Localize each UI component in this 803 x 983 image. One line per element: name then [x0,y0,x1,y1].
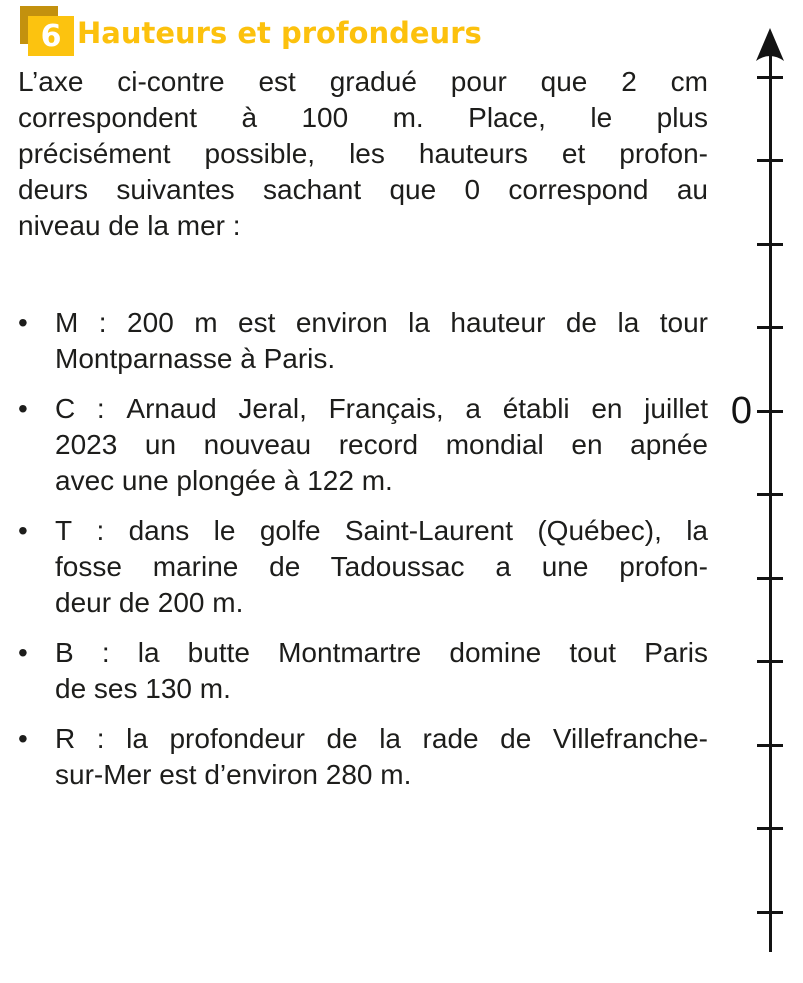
bullet-icon: • [18,723,28,754]
text-line: de ses 130 m. [55,673,231,704]
text-line: deurs suivantes sachant que 0 correspond au [18,174,708,205]
text-line: T : dans le golfe Saint-Laurent (Québec), la [55,515,708,546]
exercise-number: 6 [40,18,62,54]
bullet-icon: • [18,637,28,668]
axis-tick [757,410,783,413]
text-line: M : 200 m est environ la hauteur de la tour [55,307,708,338]
text-line: B : la butte Montmartre domine tout Paris [55,637,708,668]
bullet-icon: • [18,393,28,424]
text-line: deur de 200 m. [55,587,244,618]
text-line: fosse marine de Tadoussac a une profon- [55,551,708,582]
axis-tick [757,911,783,914]
text-line: R : la profondeur de la rade de Villefranche- [55,723,708,754]
axis-zero-label: 0 [730,390,752,432]
axis-tick [757,159,783,162]
axis-tick [757,493,783,496]
text-line: sur-Mer est d’environ 280 m. [55,759,412,790]
bullet-icon: • [18,515,28,546]
text-line: C : Arnaud Jeral, Français, a établi en juillet [55,393,708,424]
text-line: niveau de la mer : [18,210,241,241]
axis-line [769,42,772,952]
axis-tick [757,76,783,79]
axis-tick [757,326,783,329]
bullet-icon: • [18,307,28,338]
text-line: Montparnasse à Paris. [55,343,336,374]
text-line: précisément possible, les hauteurs et profon- [18,138,708,169]
text-line: correspondent à 100 m. Place, le plus [18,102,708,133]
axis-tick [757,744,783,747]
text-line: L’axe ci-contre est gradué pour que 2 cm [18,66,708,97]
axis-tick [757,243,783,246]
axis-tick [757,827,783,830]
text-line: 2023 un nouveau record mondial en apnée [55,429,708,460]
text-line: avec une plongée à 122 m. [55,465,393,496]
page-title: Hauteurs et profondeurs [77,16,482,50]
axis-tick [757,577,783,580]
axis-tick [757,660,783,663]
